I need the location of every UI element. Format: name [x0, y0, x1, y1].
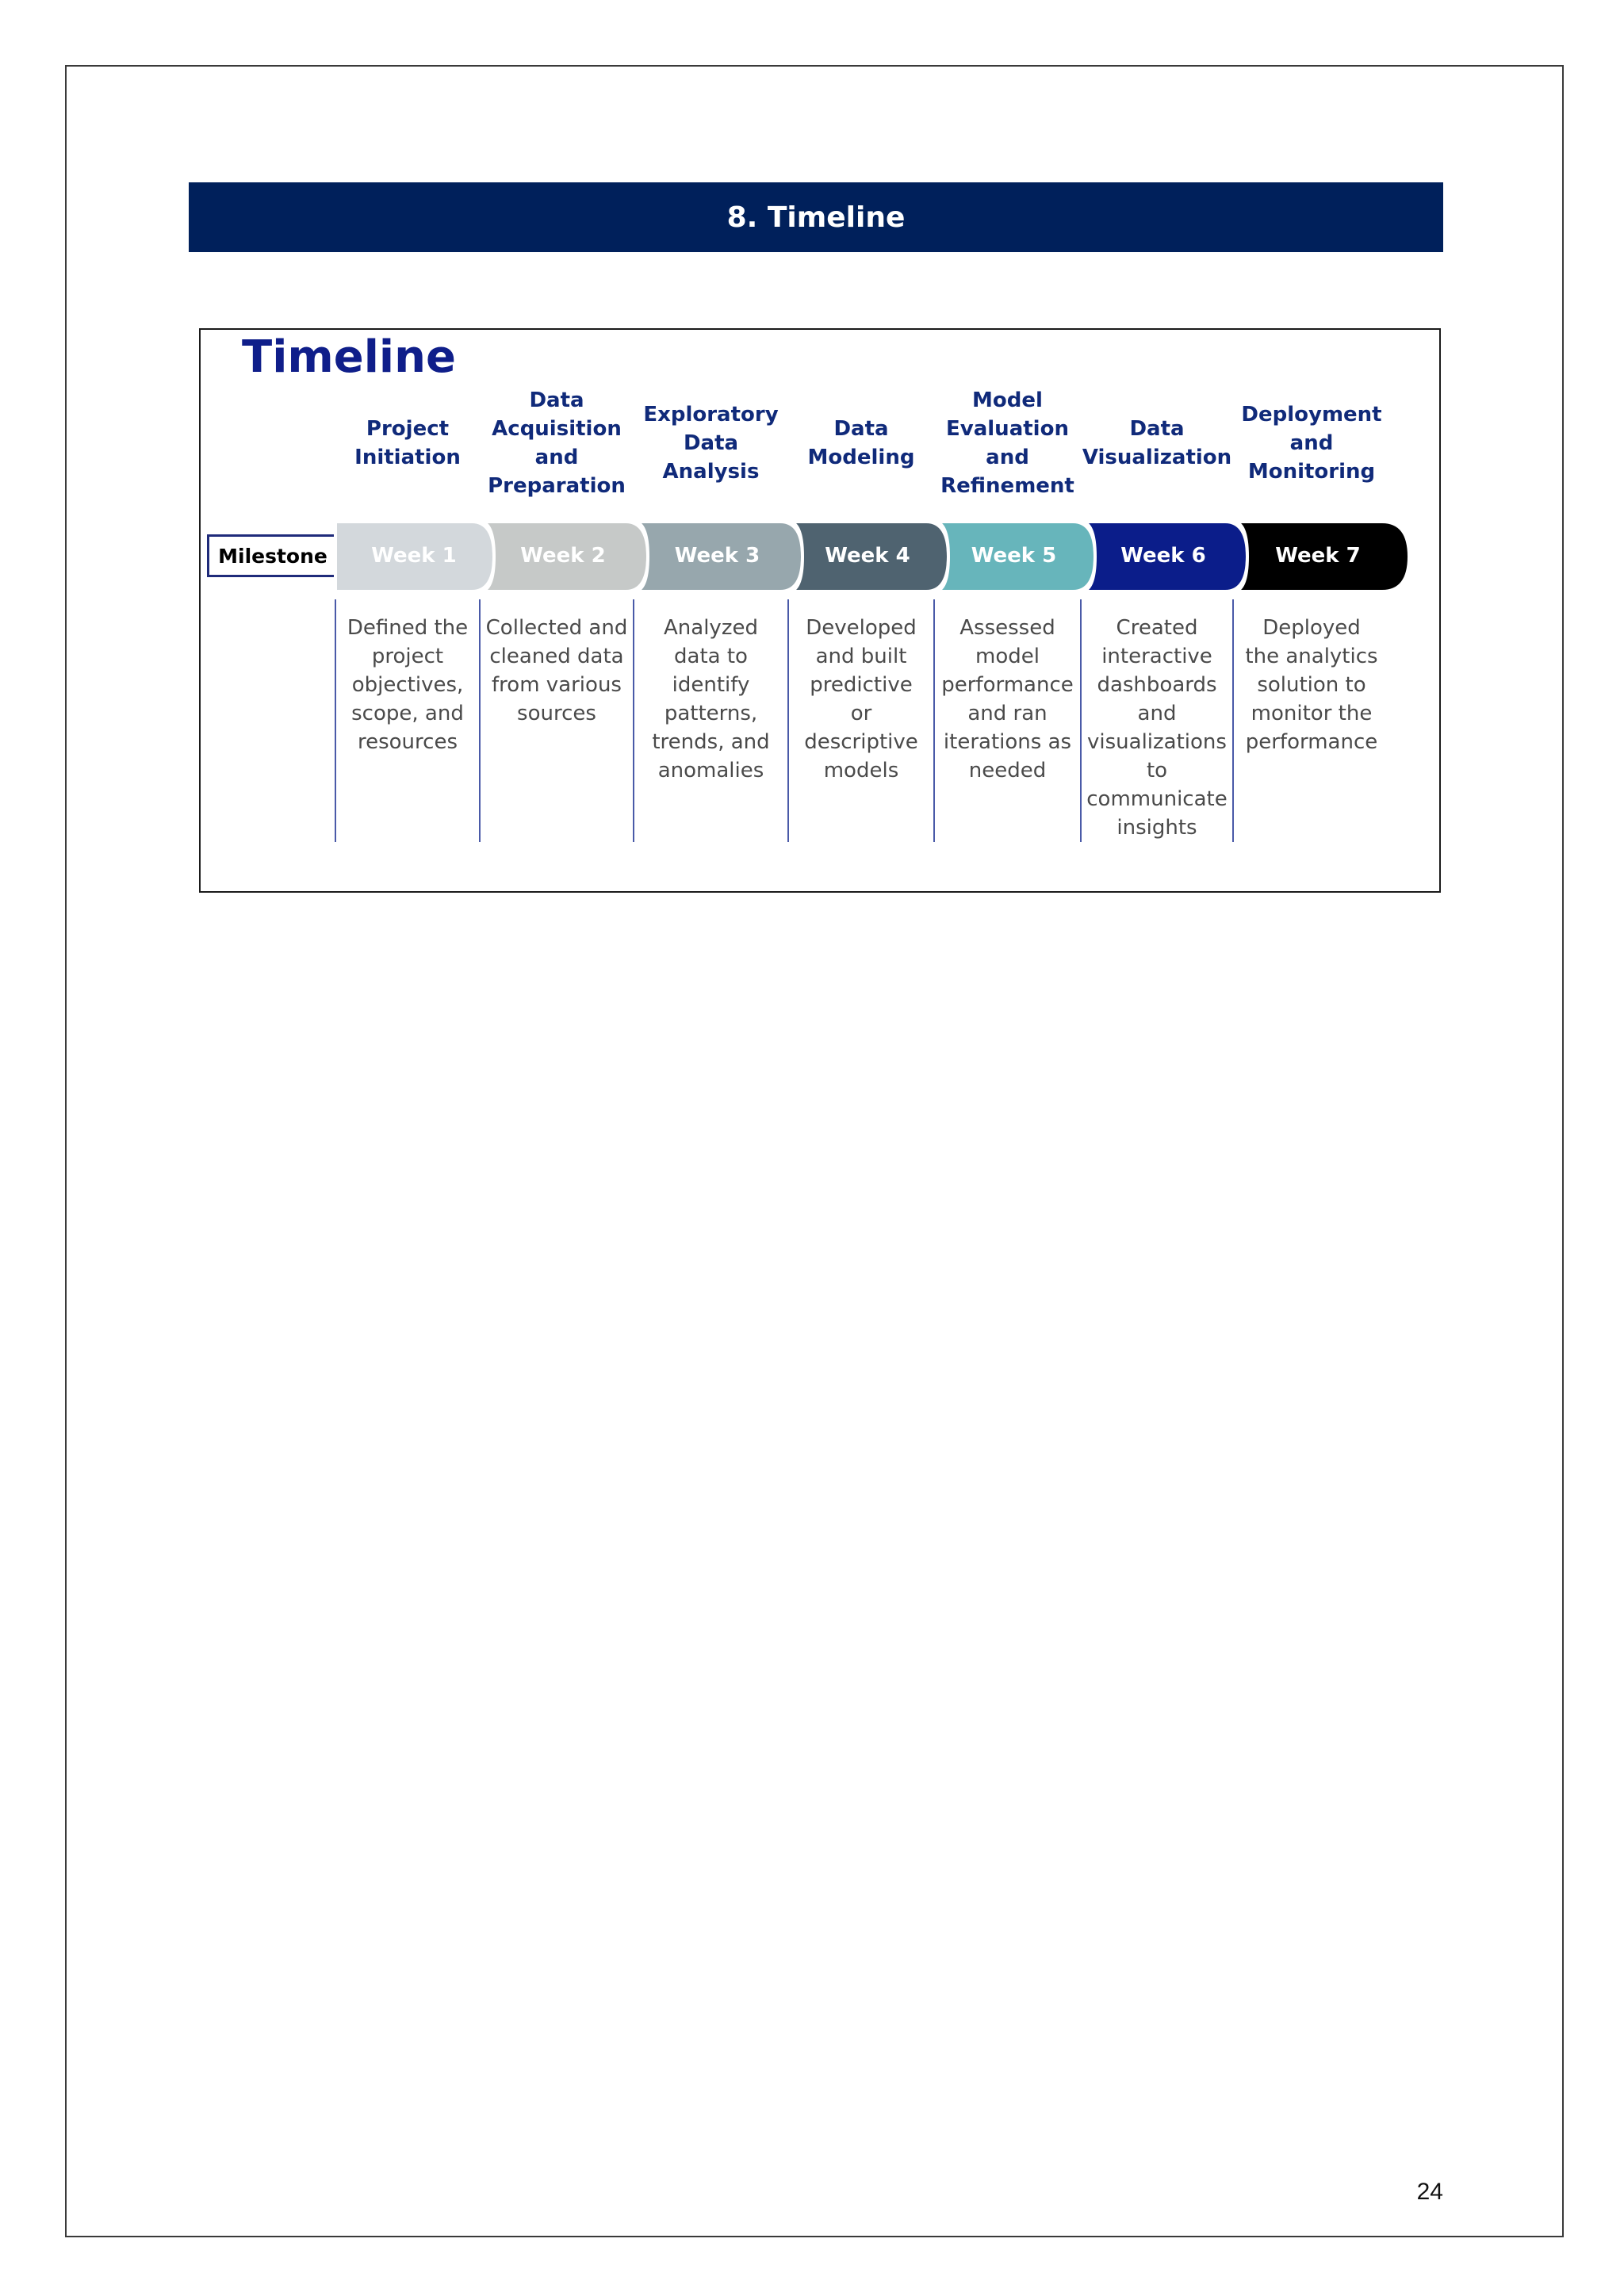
- week-label: Week 7: [1275, 544, 1361, 568]
- column-divider: [633, 599, 634, 842]
- phase-heading: Project Initiation: [354, 417, 461, 469]
- column-divider: [933, 599, 935, 842]
- phase-description: Developed and built predictive or descriptive models: [804, 616, 918, 783]
- phase-description: Assessed model performance and ran iterations as needed: [941, 616, 1074, 783]
- milestone-label: Milestone: [207, 534, 339, 577]
- phase-description: Created interactive dashboards and visualizations to communicate insights: [1086, 616, 1228, 840]
- column-divider: [479, 599, 481, 842]
- column-divider: [1080, 599, 1082, 842]
- week-label: Week 1: [371, 544, 457, 568]
- figure-title: Timeline: [242, 331, 456, 383]
- phase-heading: Data Visualization: [1082, 417, 1232, 469]
- column-divider: [335, 599, 336, 842]
- phase-heading: Deployment and Monitoring: [1241, 403, 1382, 484]
- section-heading-bar: [189, 182, 1443, 252]
- column-divider: [787, 599, 789, 842]
- column-divider: [1232, 599, 1234, 842]
- week-label: Week 2: [520, 544, 606, 568]
- phase-description: Analyzed data to identify patterns, trends, and anomalies: [652, 616, 770, 783]
- timeline-figure: [199, 328, 1441, 893]
- week-label: Week 4: [825, 544, 910, 568]
- phase-heading: Data Acquisition and Preparation: [488, 388, 626, 498]
- week-label: Week 3: [674, 544, 760, 568]
- phase-heading: Exploratory Data Analysis: [643, 403, 779, 484]
- week-label: Week 6: [1120, 544, 1206, 568]
- phase-description: Collected and cleaned data from various sources: [485, 616, 628, 725]
- phase-heading: Model Evaluation and Refinement: [940, 388, 1074, 498]
- phase-description: Defined the project objectives, scope, and resources: [347, 616, 469, 754]
- section-title: 8. Timeline: [726, 201, 906, 234]
- week-label: Week 5: [971, 544, 1057, 568]
- phase-description: Deployed the analytics solution to monitor the performance: [1245, 616, 1378, 754]
- phase-heading: Data Modeling: [807, 417, 915, 469]
- page-number: 24: [1416, 2179, 1443, 2205]
